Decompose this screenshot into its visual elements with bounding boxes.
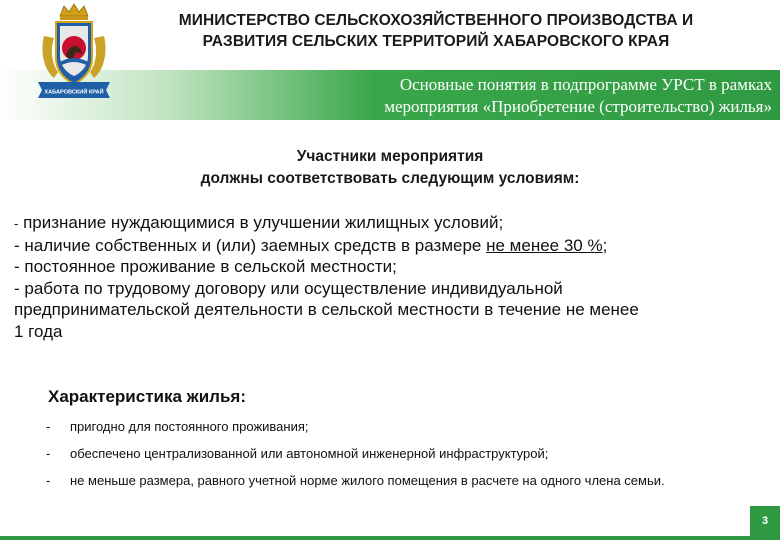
housing-characteristics-title: Характеристика жилья: bbox=[48, 387, 247, 406]
housing-item-bullet: - bbox=[46, 446, 51, 461]
condition-item: - работа по трудовому договору или осуществление индивидуальной bbox=[14, 278, 563, 298]
housing-characteristics-list bbox=[46, 418, 706, 499]
housing-item-bullet: - bbox=[46, 419, 51, 434]
condition-underlined-text: не менее 30 %; bbox=[486, 235, 608, 255]
housing-item-text: обеспечено централизованной или автономной инженерной инфраструктурой; bbox=[70, 446, 549, 461]
ministry-title bbox=[122, 10, 750, 52]
ministry-title-line1: МИНИСТЕРСТВО СЕЛЬСКОХОЗЯЙСТВЕННОГО ПРОИЗВОДСТВА И bbox=[178, 12, 694, 29]
housing-item bbox=[46, 445, 706, 462]
housing-item-bullet: - bbox=[46, 473, 51, 488]
condition-text: - наличие собственных и (или) заемных средств в размере bbox=[14, 235, 487, 255]
condition-item-continuation: предпринимательской деятельности в сельской местности в течение не менее bbox=[14, 300, 639, 319]
participants-heading-line1: Участники мероприятия bbox=[296, 148, 484, 165]
condition-text: признание нуждающимися в улучшении жилищных условий; bbox=[18, 213, 504, 232]
condition-dash: - bbox=[14, 216, 19, 231]
housing-item bbox=[46, 472, 706, 489]
participants-heading bbox=[0, 146, 780, 190]
condition-item-continuation: 1 года bbox=[14, 321, 63, 341]
participants-heading-line2: должны соответствовать следующим условиям: bbox=[200, 170, 580, 187]
housing-item-text: пригодно для постоянного проживания; bbox=[70, 419, 309, 434]
slide-subtitle-line2: мероприятия «Приобретение (строительство) жилья» bbox=[384, 97, 772, 116]
participant-conditions-list bbox=[14, 212, 774, 342]
housing-item bbox=[46, 418, 706, 435]
housing-item-text: не меньше размера, равного учетной норме жилого помещения в расчете на одного члена семьи. bbox=[70, 473, 665, 488]
emblem-ribbon-text: ХАБАРОВСКИЙ КРАЙ bbox=[44, 89, 104, 96]
ministry-title-line2: РАЗВИТИЯ СЕЛЬСКИХ ТЕРРИТОРИЙ ХАБАРОВСКОГО КРАЯ bbox=[202, 33, 670, 50]
condition-item bbox=[14, 212, 774, 235]
slide-subtitle bbox=[252, 74, 772, 118]
condition-item: - постоянное проживание в сельской местности; bbox=[14, 257, 397, 276]
slide-header bbox=[0, 0, 780, 120]
footer-bar bbox=[0, 536, 780, 540]
coat-of-arms-icon bbox=[36, 2, 112, 102]
page-number: 3 bbox=[750, 506, 780, 536]
slide-subtitle-line1: Основные понятия в подпрограмме УРСТ в рамках bbox=[399, 75, 772, 94]
condition-item bbox=[14, 235, 774, 257]
